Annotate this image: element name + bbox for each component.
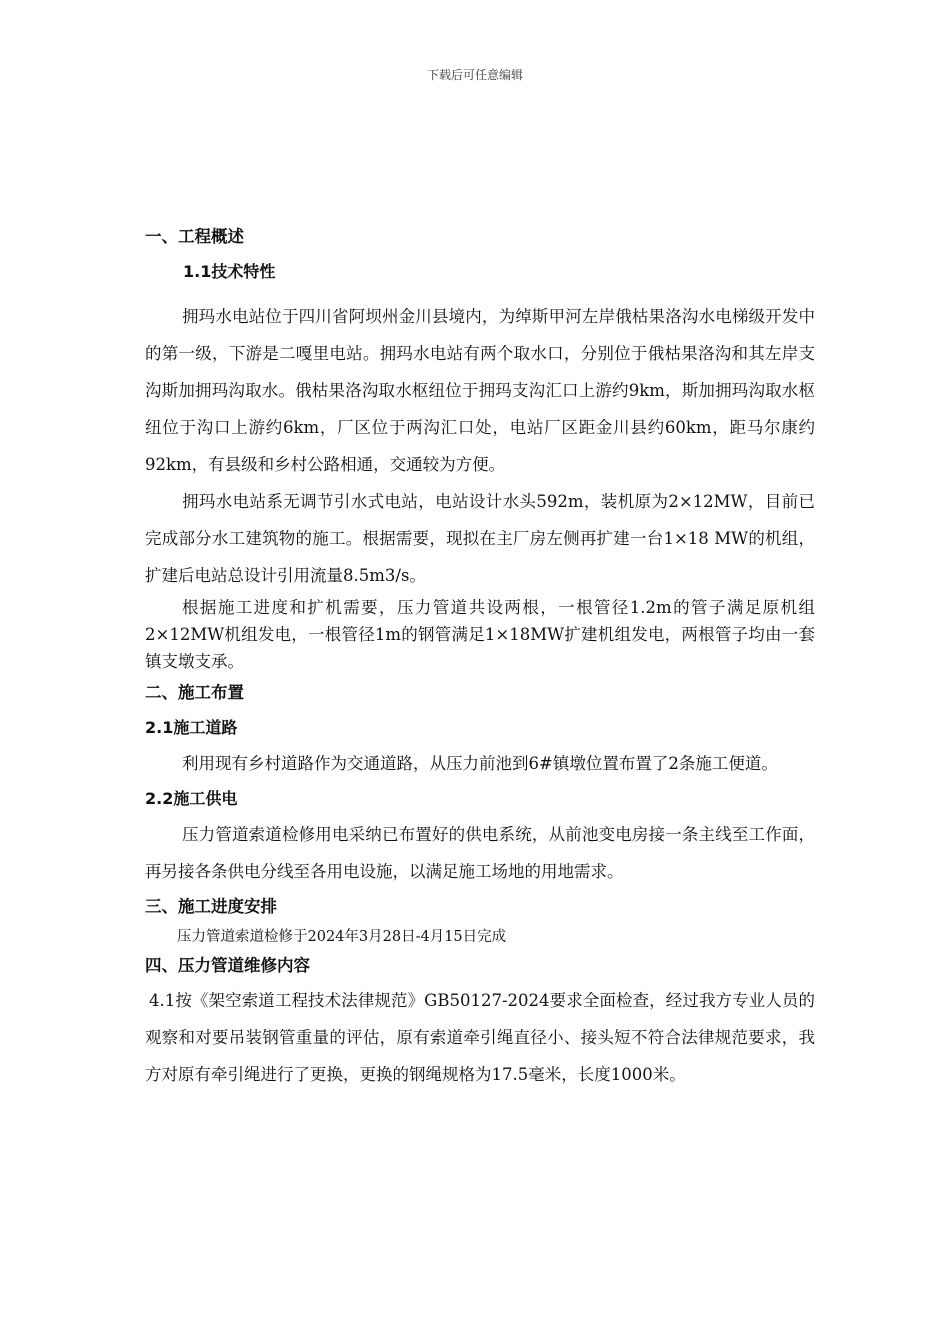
section-1-title: 一、工程概述 — [145, 227, 244, 246]
section-2-1-paragraph: 利用现有乡村道路作为交通道路，从压力前池到6#镇墩位置布置了2条施工便道。 — [182, 754, 778, 773]
section-4-paragraph: 4.1按《架空索道工程技术法律规范》GB50127-2024要求全面检查，经过我方专业人员的观察和对要吊装钢管重量的评估，原有索道牵引绳直径小、接头短不符合法律规范要求，我方对原有牵引绳进行了更换，更换的钢绳规格为17.5毫米，长度1000米。 — [145, 991, 815, 1084]
section-1-paragraph-3: 根据施工进度和扩机需要，压力管道共设两根，一根管径1.2m的管子满足原机组2×12MW机组发电，一根管径1m的钢管满足1×18MW扩建机组发电，两根管子均由一套镇支墩支承。 — [145, 598, 815, 671]
section-1-1-title: 1.1技术特性 — [183, 262, 276, 281]
section-4-title: 四、压力管道维修内容 — [145, 956, 310, 975]
section-3-paragraph: 压力管道索道检修于2024年3月28日-4月15日完成 — [177, 929, 507, 945]
section-3-title: 三、施工进度安排 — [145, 897, 277, 916]
section-2-2-paragraph: 压力管道索道检修用电采纳已布置好的供电系统，从前池变电房接一条主线至工作面，再另接各条供电分线至各用电设施，以满足施工场地的用地需求。 — [145, 825, 815, 881]
section-2-1-title: 2.1施工道路 — [145, 718, 238, 737]
section-2-title: 二、施工布置 — [145, 683, 244, 702]
document-body — [145, 222, 815, 1093]
section-2-2-title: 2.2施工供电 — [145, 789, 238, 808]
page-header: 下载后可任意编辑 — [426, 68, 523, 82]
section-1-paragraph-1: 拥玛水电站位于四川省阿坝州金川县境内，为绰斯甲河左岸俄枯果洛沟水电梯级开发中的第一级，下游是二嘎里电站。拥玛水电站有两个取水口，分别位于俄枯果洛沟和其左岸支沟斯加拥玛沟取水。俄枯果洛沟取水枢纽位于拥玛支沟汇口上游约9km，斯加拥玛沟取水枢纽位于沟口上游约6km，厂区位于两沟汇口处，电站厂区距金川县约60km，距马尔康约92km，有县级和乡村公路相通，交通较为方便。 — [145, 307, 815, 474]
section-1-paragraph-2: 拥玛水电站系无调节引水式电站，电站设计水头592m，装机原为2×12MW，目前已完成部分水工建筑物的施工。根据需要，现拟在主厂房左侧再扩建一台1×18 MW的机组，扩建后电站总设计引用流量8.5m3/s。 — [145, 492, 815, 585]
